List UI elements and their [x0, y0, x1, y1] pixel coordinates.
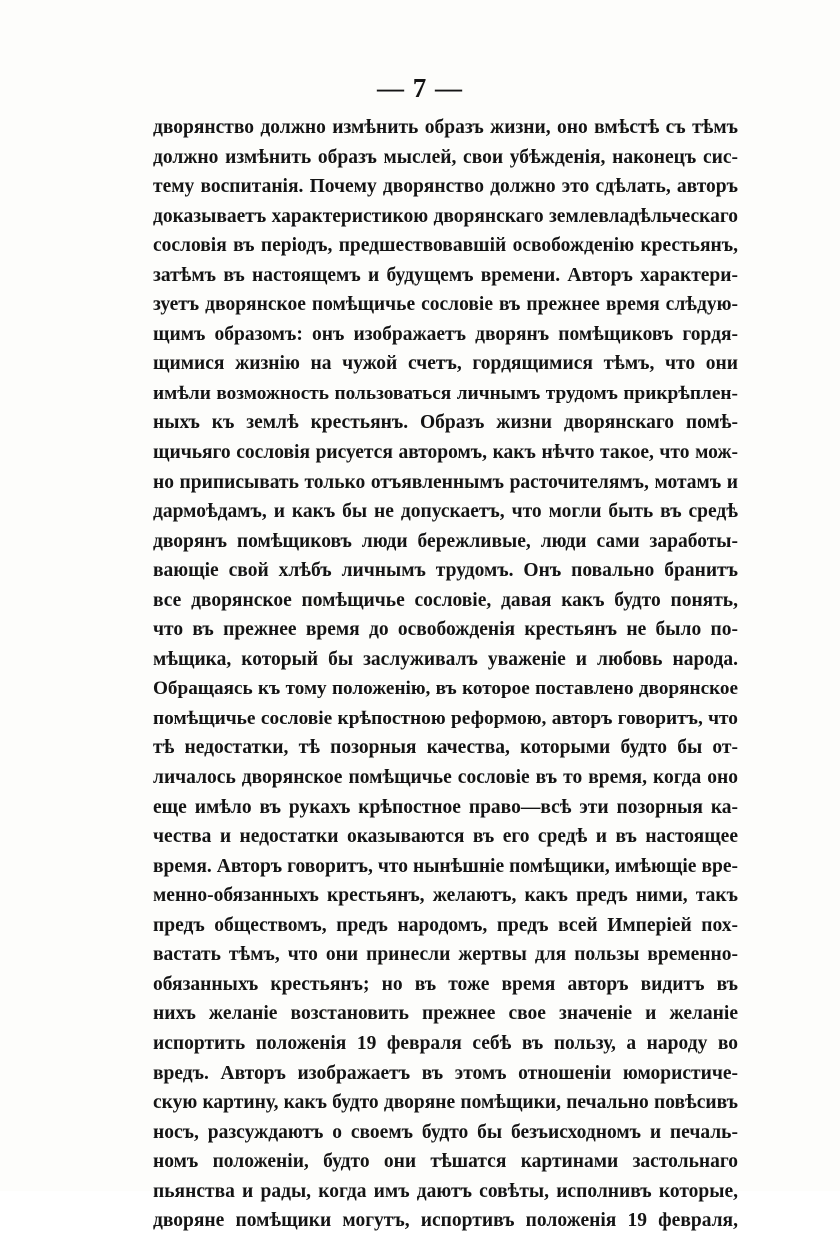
text-line: дворянъ помѣщиковъ люди бережливые, люди сами заработы-: [153, 530, 738, 552]
text-line: обязанныхъ крестьянъ; но въ тоже время авторъ видитъ въ: [153, 973, 738, 995]
text-line: мѣщика, который бы заслуживалъ уваженіе и любовь народа.: [153, 648, 738, 670]
text-line: вающіе свой хлѣбъ личнымъ трудомъ. Онъ повально бранитъ: [153, 560, 738, 582]
text-line: щичьяго сословія рисуется авторомъ, какъ нѣчто такое, что мож-: [153, 442, 738, 464]
text-line: имѣли возможность пользоваться личнымъ трудомъ прикрѣплен-: [153, 382, 738, 404]
text-line: что въ прежнее время до освобожденія крестьянъ не было по-: [153, 619, 738, 641]
text-line: все дворянское помѣщичье сословіе, давая какъ будто понять,: [153, 589, 738, 611]
text-line: щимъ образомъ: онъ изображаетъ дворянъ помѣщиковъ гордя-: [153, 323, 738, 345]
text-line: пьянства и рады, когда имъ даютъ совѣты, исполнивъ которые,: [153, 1180, 738, 1202]
text-line: но приписывать только отъявленнымъ расточителямъ, мотамъ и: [153, 471, 738, 493]
text-line: тему воспитанія. Почему дворянство должно это сдѣлать, авторъ: [153, 176, 738, 198]
text-line: нихъ желаніе возстановить прежнее свое значеніе и желаніе: [153, 1003, 738, 1025]
text-line: менно-обязанныхъ крестьянъ, желаютъ, какъ предъ ними, такъ: [153, 885, 738, 907]
text-line: тѣ недостатки, тѣ позорныя качества, которыми будто бы от-: [153, 737, 738, 759]
text-line: еще имѣло въ рукахъ крѣпостное право—всѣ эти позорныя ка-: [153, 796, 738, 818]
text-line: вредъ. Авторъ изображаетъ въ этомъ отношеніи юмористиче-: [153, 1062, 738, 1084]
text-line: личалось дворянское помѣщичье сословіе въ то время, когда оно: [153, 767, 738, 789]
text-line: испортить положенія 19 февраля себѣ въ пользу, а народу во: [153, 1032, 738, 1054]
text-line: Обращаясь къ тому положенію, въ которое поставлено дворянское: [153, 678, 738, 700]
text-line: помѣщичье сословіе крѣпостною реформою, авторъ говоритъ, что: [153, 707, 738, 729]
text-line: дармоѣдамъ, и какъ бы не допускаетъ, что могли быть въ средѣ: [153, 501, 738, 523]
text-line: носъ, разсуждаютъ о своемъ будто бы безъисходномъ и печаль-: [153, 1121, 738, 1143]
text-line: доказываетъ характеристикою дворянскаго землевладѣльческаго: [153, 205, 738, 227]
text-line: дворянство должно измѣнить образъ жизни, оно вмѣстѣ съ тѣмъ: [153, 117, 738, 138]
text-line: зуетъ дворянское помѣщичье сословіе въ прежнее время слѣдую-: [153, 294, 738, 316]
text-line: сословія въ періодъ, предшествовавшій освобожденію крестьянъ,: [153, 235, 738, 257]
text-line: скую картину, какъ будто дворяне помѣщики, печально повѣсивъ: [153, 1092, 738, 1114]
text-line: должно измѣнить образъ мыслей, свои убѣжденія, наконецъ сис-: [153, 146, 738, 168]
text-line: номъ положеніи, будто они тѣшатся картинами застольнаго: [153, 1151, 738, 1173]
text-line: затѣмъ въ настоящемъ и будущемъ времени. Авторъ характери-: [153, 264, 738, 286]
text-line: вастать тѣмъ, что они принесли жертвы для пользы временно-: [153, 944, 738, 966]
text-line: чества и недостатки оказываются въ его средѣ и въ настоящее: [153, 826, 738, 848]
body-text: [153, 113, 738, 1236]
text-line: предъ обществомъ, предъ народомъ, предъ всей Имперіей пох-: [153, 914, 738, 936]
text-line: время. Авторъ говоритъ, что нынѣшніе помѣщики, имѣющіе вре-: [153, 855, 738, 877]
text-line: ныхъ къ землѣ крестьянъ. Образъ жизни дворянскаго помѣ-: [153, 412, 738, 434]
text-line: дворяне помѣщики могутъ, испортивъ положенія 19 февраля,: [153, 1210, 738, 1232]
text-line: щимися жизнію на чужой счетъ, гордящимися тѣмъ, что они: [153, 353, 738, 375]
page-number: — 7 —: [377, 73, 463, 103]
